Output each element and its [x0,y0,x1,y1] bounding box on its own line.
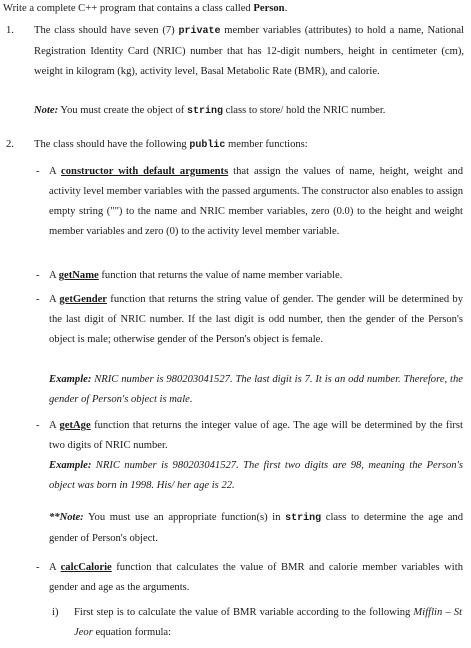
constructor-name: constructor with default arguments [61,166,229,177]
bullet-text: function that returns the integer value of age. The age will be determined by the first two digits of NRIC number. [49,420,463,451]
getgender-name: getGender [59,294,108,305]
item-1-number: 1. [6,25,14,36]
step-1-number: i) [52,607,59,618]
calccalorie-name: calcCalorie [60,562,112,573]
example-text: NRIC number is 980203041527. The last digit is 7. It is an odd number. Therefore, the gender of Person's object is male. [49,374,463,405]
bullet-dash: - [36,420,40,431]
step-1-text [74,603,462,643]
item-1-text-b: member variables (attributes) to hold a name, National Registration Identity Card (NRIC) number that has 12-digit numbers, height in centimeter (cm), weight in kilogram (kg), activity level, Basal Metabolic Rate (BMR), and calorie. [34,25,464,77]
bullet-constructor [49,162,463,242]
bullet-pre: A [49,294,60,305]
code-public: public [189,140,226,151]
bullet-calccalorie [49,558,463,598]
getgender-example [49,370,463,410]
intro-period: . [284,3,288,14]
bullet-dash: - [36,166,40,177]
bullet-text: function that returns the string value of gender. The gender will be determined by the last digit of NRIC number. If the last digit is odd number, then the gender of the Person's object is male; otherwise gender of the Person's object is female. [49,294,463,345]
item-1-text [34,21,464,82]
code-string: string [187,106,224,117]
class-name: Person [253,3,285,14]
formula-name: Mifflin – St Jeor [74,607,463,638]
bullet-text: that assign the values of name, height, weight and activity level member variables with the passed arguments. The constructor also enables to assign empty string ("") to the name and NRIC member variables, zero (0.0) to the height and weight member variables and zero (0) to the activity level member variable. [49,166,464,237]
intro-paragraph [3,0,465,19]
note-label: Note: [34,105,59,116]
bullet-pre: A [49,166,62,177]
example-label: Example: [49,374,92,385]
item-2-number: 2. [6,139,14,150]
item-2-text [34,135,464,156]
code-private: private [178,26,221,37]
bullet-dash: - [36,270,40,281]
bullet-text: function that calculates the value of BMR and calorie member variables with gender and age as the arguments. [49,562,463,593]
note-label: **Note: [49,512,84,523]
bullet-pre: A [49,420,60,431]
getname-name: getName [58,270,99,281]
item-2-text-b: member functions: [225,139,308,150]
age-gender-note [49,508,463,549]
note-text-a: You must use an appropriate function(s) in [83,512,286,523]
item-2-text-a: The class should have the following [34,139,190,150]
bullet-getage [49,416,463,456]
bullet-getgender [49,290,463,350]
note-text-b: class to determine the age and gender of Person's object. [49,512,463,544]
example-text: NRIC number is 980203041527. The first two digits are 98, meaning the Person's object was born in 1998. His/ her age is 22. [49,460,463,491]
bullet-getname [49,266,463,286]
note-text-b: class to store/ hold the NRIC number. [223,105,386,116]
bullet-dash: - [36,562,40,573]
example-label: Example: [49,460,92,471]
step-1-text-a: First step is to calculate the value of BMR variable according to the following [74,607,414,618]
bullet-pre: A [49,562,61,573]
getage-name: getAge [59,420,91,431]
intro-text: Write a complete C++ program that contains a class called [3,3,254,14]
item-1-text-a: The class should have seven (7) [34,25,179,36]
getage-example [49,456,463,496]
code-string: string [285,513,322,524]
bullet-pre: A [49,270,59,281]
item-1-note [34,101,464,122]
bullet-dash: - [36,294,40,305]
bullet-text: function that returns the value of name member variable. [98,270,343,281]
step-1-text-b: equation formula: [92,627,172,638]
note-text-a: You must create the object of [58,105,187,116]
